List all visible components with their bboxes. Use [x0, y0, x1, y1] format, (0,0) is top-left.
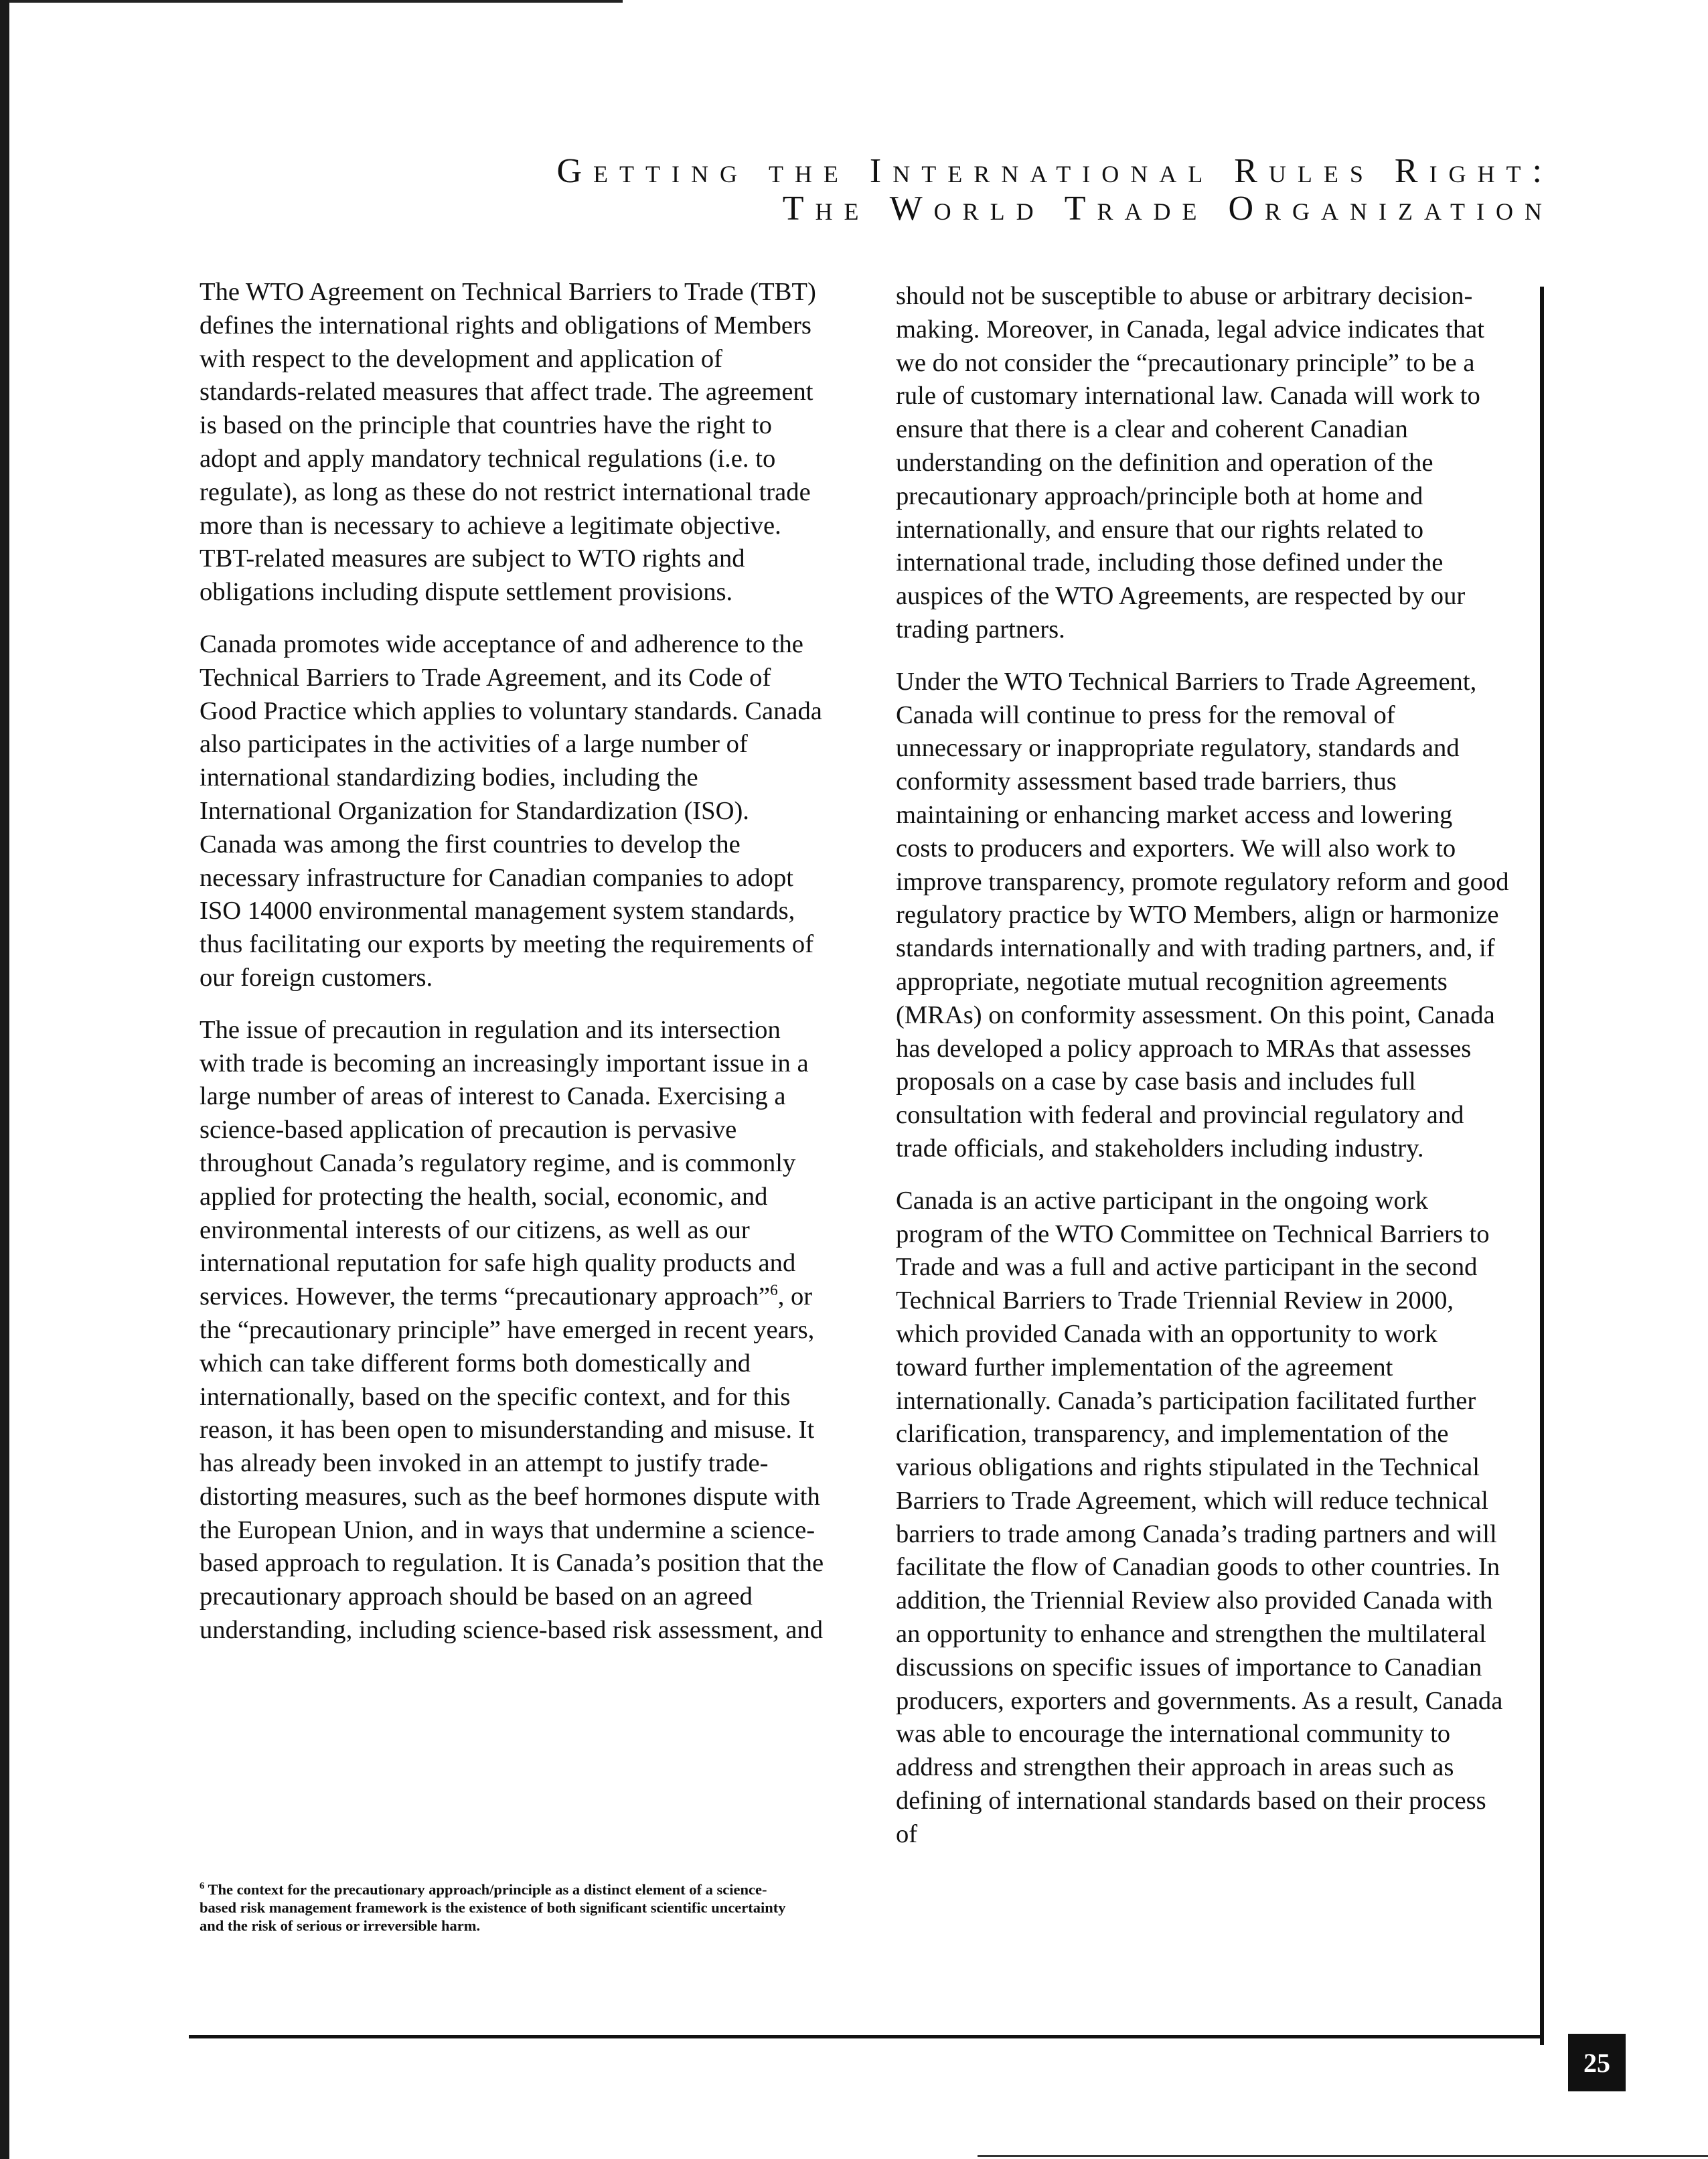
paragraph-precaution-part-2: , or the “precautionary principle” have emerged in recent years, which can take different forms both domestically and internationally, based on the specific context, and for this reason, it has been open to misunderstanding and misuse. It has already been invoked in an attempt to justify trade-distorting measures, such as the beef hormones dispute with the European Union, and in ways that undermine a science-based approach to regulation. It is Canada’s position that the precautionary approach should be based on an agreed understanding, including science-based risk assessment, and	[200, 1282, 824, 1645]
scan-edge-top	[0, 0, 623, 3]
page-number: 25	[1568, 2034, 1626, 2091]
running-header	[375, 153, 1553, 228]
paragraph-under-wto-tbt: Under the WTO Technical Barriers to Trade Agreement, Canada will continue to press for the removal of unnecessary or inappropriate regulatory, standards and conformity assessment based trade barriers, thus maintaining or enhancing market access and lowering costs to producers and exporters. We will also work to improve transparency, promote regulatory reform and good regulatory practice by WTO Members, align or harmonize standards internationally and with trading partners, and, if appropriate, negotiate mutual recognition agreements (MRAs) on conformity assessment. On this point, Canada has developed a policy approach to MRAs that assesses proposals on a case by case basis and includes full consultation with federal and provincial regulatory and trade officials, and stakeholders including industry.	[896, 667, 1509, 1163]
paragraph-canada-promotes: Canada promotes wide acceptance of and adherence to the Technical Barriers to Trade Agreement, and its Code of Good Practice which applies to voluntary standards. Canada also participates in the activities of a large number of international standardizing bodies, including the International Organization for Standardization (ISO). Canada was among the first countries to develop the necessary infrastructure for Canadian companies to adopt ISO 14000 environmental management system standards, thus facilitating our exports by meeting the requirements of our foreign customers.	[200, 629, 822, 992]
horizontal-rule	[189, 2035, 1544, 2038]
footnote-marker: 6	[200, 1880, 205, 1892]
scan-edge-bottom-left	[0, 2152, 9, 2159]
footnote-text: The context for the precautionary approach/principle as a distinct element of a science-based risk management framework is the existence of both significant scientific uncertainty and the risk of serious or irreversible harm.	[200, 1881, 786, 1934]
footnote-reference[interactable]: 6	[770, 1282, 778, 1300]
paragraph-precaution	[200, 1014, 829, 1647]
scan-edge-bottom	[978, 2155, 1708, 2157]
footnote	[200, 1880, 789, 1935]
left-column	[200, 276, 829, 1666]
scan-edge-left	[0, 0, 9, 2159]
paragraph-arbitrary-decision: should not be susceptible to abuse or arbitrary decision-making. Moreover, in Canada, legal advice indicates that we do not consider the “precautionary principle” to be a rule of customary international law. Canada will work to ensure that there is a clear and coherent Canadian understanding on the definition and operation of the precautionary approach/principle both at home and internationally, and ensure that our rights related to international trade, including those defined under the auspices of the WTO Agreements, are respected by our trading partners.	[896, 282, 1485, 644]
paragraph-active-participant: Canada is an active participant in the ongoing work program of the WTO Committee on Technical Barriers to Trade and was a full and active participant in the second Technical Barriers to Trade Triennial Review in 2000, which provided Canada with an opportunity to work toward further implementation of the agreement internationally. Canada’s participation facilitated further clarification, transparency, and implementation of the various obligations and rights stipulated in the Technical Barriers to Trade Agreement, which will reduce technical barriers to trade among Canada’s trading partners and will facilitate the flow of Canadian goods to other countries. In addition, the Triennial Review also provided Canada with an opportunity to enhance and strengthen the multilateral discussions on specific issues of importance to Canadian producers, exporters and governments. As a result, Canada was able to encourage the international community to address and strengthen their approach in areas such as defining of international standards based on their process of	[896, 1186, 1503, 1848]
running-header-line-1: Getting the International Rules Right:	[556, 152, 1553, 190]
paragraph-precaution-part-1: The issue of precaution in regulation and its intersection with trade is becoming an increasingly important issue in a large number of areas of interest to Canada. Exercising a science-based application of precaution is pervasive throughout Canada’s regulatory regime, and is commonly applied for protecting the health, social, economic, and environmental interests of our citizens, as well as our international reputation for safe high quality products and services. However, the terms “precautionary approach”	[200, 1015, 809, 1311]
vertical-rule	[1540, 287, 1544, 2045]
right-column	[896, 280, 1509, 1870]
paragraph-tbt-agreement: The WTO Agreement on Technical Barriers to Trade (TBT) defines the international rights and obligations of Members with respect to the development and application of standards-related measures that affect trade. The agreement is based on the principle that countries have the right to adopt and apply mandatory technical regulations (i.e. to regulate), as long as these do not restrict international trade more than is necessary to achieve a legitimate objective. TBT-related measures are subject to WTO rights and obligations including dispute settlement provisions.	[200, 278, 816, 607]
running-header-line-2: The World Trade Organization	[782, 190, 1553, 228]
